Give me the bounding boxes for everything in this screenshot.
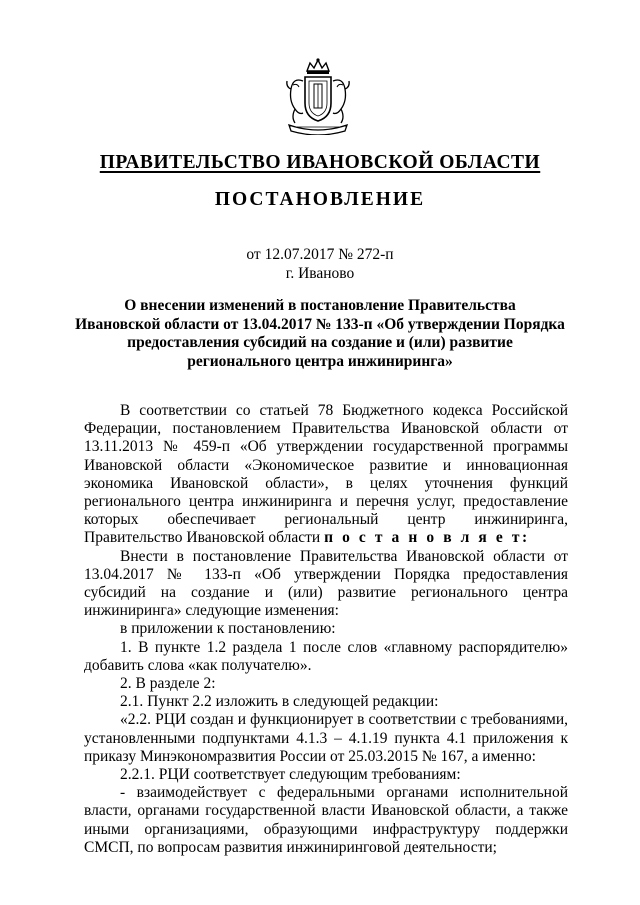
paragraph: Внести в постановление Правительства Ивановской области от 13.04.2017 № 133-п «Об утверждении Порядка предоставления субсидий на создание и (или) развитие регионального центра инжиниринга» следующие изменения: — [84, 547, 568, 620]
document-title — [60, 297, 580, 371]
title-line: О внесении изменений в постановление Правительства — [124, 297, 516, 314]
document-meta — [0, 245, 640, 283]
date-number: от 12.07.2017 № 272-п — [246, 246, 394, 263]
resolves-keyword: п о с т а н о в л я е т: — [324, 529, 530, 547]
document-type: ПОСТАНОВЛЕНИЕ — [214, 189, 426, 210]
title-line: предоставления субсидий на создание и (или) развитие — [127, 334, 513, 351]
paragraph: - взаимодействует с федеральными органами исполнительной власти, органами государственной власти Ивановской области, а также иными организациями, образующими инфраструктуру поддержки СМСП, по вопросам развития инжиниринговой деятельности; — [84, 784, 568, 856]
city: г. Иваново — [285, 265, 355, 282]
paragraph: 2.2.1. РЦИ соответствует следующим требованиям: — [120, 766, 461, 784]
coat-of-arms-icon — [283, 57, 353, 135]
paragraph: 1. В пункте 1.2 раздела 1 после слов «главному распорядителю» добавить слова «как получателю». — [84, 638, 568, 674]
title-line: регионального центра инжиниринга» — [187, 352, 453, 370]
paragraph: в приложении к постановлению: — [120, 620, 336, 638]
title-line: Ивановской области от 13.04.2017 № 133-п «Об утверждении Порядка — [75, 315, 565, 333]
paragraph: В соответствии со статьей 78 Бюджетного кодекса Российской Федерации, постановлением Правительства Ивановской области от 13.11.2013 № 459-п «Об утверждении государственной программы Ивановской области «Экономическое развитие и инновационная экономика Ивановской области», в целях уточнения функций регионального центра инжиниринга и перечня услуг, предоставление которых обеспечивает региональный центр инжиниринга, Правительство Ивановской области п о с т а н о в л я е т: — [84, 402, 568, 547]
paragraph: «2.2. РЦИ создан и функционирует в соответствии с требованиями, установленными подпунктами 4.1.3 – 4.1.19 пункта 4.1 приложения к приказу Минэкономразвития России от 25.03.2015 № 167, а именно: — [84, 711, 568, 765]
paragraph: 2. В разделе 2: — [120, 675, 216, 693]
government-name: ПРАВИТЕЛЬСТВО ИВАНОВСКОЙ ОБЛАСТИ — [99, 152, 541, 173]
paragraph: 2.1. Пункт 2.2 изложить в следующей редакции: — [120, 693, 439, 711]
document-body — [84, 402, 568, 857]
